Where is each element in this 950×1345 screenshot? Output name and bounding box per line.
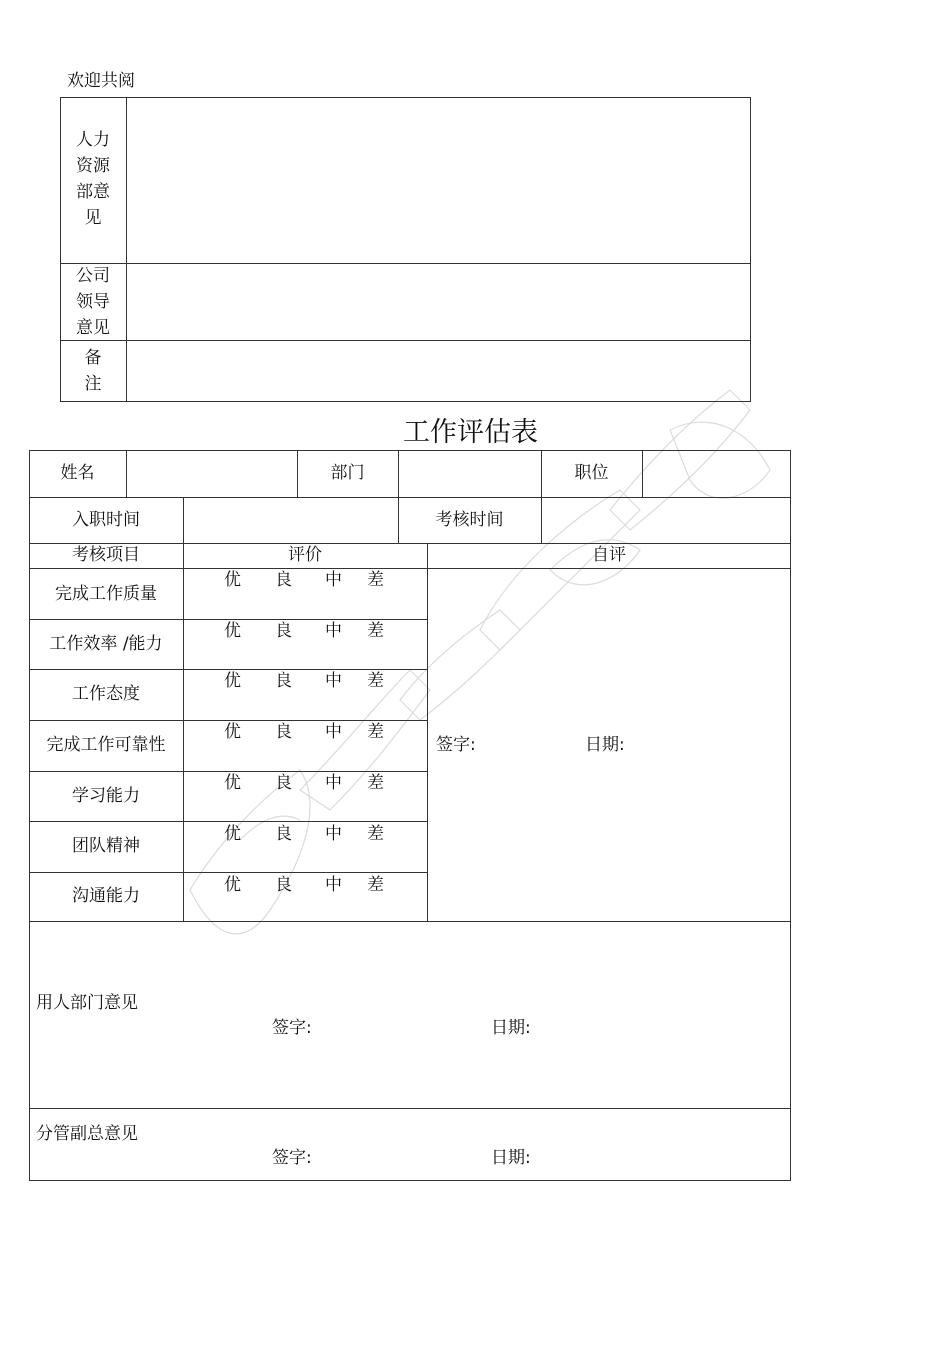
item-label: 工作效率 /能力: [49, 633, 163, 654]
hr-opinion-label: 人力 资源 部意 见: [76, 130, 110, 228]
rating-option[interactable]: 优: [224, 722, 241, 742]
rating-option[interactable]: 中: [325, 773, 342, 793]
vp-opinion-label: 分管副总意见: [36, 1124, 138, 1144]
rating-option[interactable]: 差: [367, 824, 384, 844]
join-time-field[interactable]: [184, 498, 398, 543]
rating-option[interactable]: 中: [325, 570, 342, 590]
rating-option[interactable]: 差: [367, 621, 384, 641]
rating-option[interactable]: 良: [275, 671, 292, 691]
top-note: 欢迎共阅: [67, 71, 135, 91]
rating-option[interactable]: 良: [275, 824, 292, 844]
rating-option[interactable]: 良: [275, 570, 292, 590]
rating-option[interactable]: 优: [224, 824, 241, 844]
item-label: 完成工作可靠性: [46, 735, 166, 755]
rating-option[interactable]: 中: [325, 671, 342, 691]
form-title: 工作评估表: [403, 417, 538, 448]
rating-option[interactable]: 中: [325, 722, 342, 742]
hr-opinion-field[interactable]: [127, 98, 750, 263]
item-label: 完成工作质量: [55, 583, 157, 604]
rating-option[interactable]: 中: [325, 621, 342, 641]
remark-label: 备 注: [84, 348, 102, 394]
self-date-label: 日期:: [585, 735, 625, 755]
dept-date-label: 日期:: [491, 1018, 531, 1038]
rating-option[interactable]: 优: [224, 875, 241, 895]
rating-option[interactable]: 良: [275, 621, 292, 641]
dept-label: 部门: [330, 463, 365, 483]
position-field[interactable]: [643, 451, 790, 497]
leader-opinion-field[interactable]: [127, 264, 750, 340]
rating-option[interactable]: 优: [224, 671, 241, 691]
col-header-self: 自评: [592, 545, 626, 565]
item-label: 工作态度: [72, 684, 140, 704]
col-header-item: 考核项目: [72, 545, 140, 565]
vp-opinion-field[interactable]: [30, 1109, 790, 1180]
review-time-label: 考核时间: [435, 509, 504, 530]
rating-option[interactable]: 差: [367, 722, 384, 742]
join-time-label: 入职时间: [72, 509, 140, 530]
dept-opinion-label: 用人部门意见: [36, 993, 138, 1013]
rating-option[interactable]: 中: [325, 824, 342, 844]
item-label: 沟通能力: [72, 886, 140, 906]
review-time-field[interactable]: [542, 498, 790, 543]
col-header-rating: 评价: [288, 545, 322, 565]
rating-option[interactable]: 差: [367, 570, 384, 590]
dept-field[interactable]: [399, 451, 541, 497]
dept-sign-label: 签字:: [272, 1018, 312, 1038]
rating-option[interactable]: 差: [367, 773, 384, 793]
rating-option[interactable]: 优: [224, 621, 241, 641]
remark-field[interactable]: [127, 341, 750, 401]
rating-option[interactable]: 良: [275, 773, 292, 793]
position-label: 职位: [574, 463, 609, 483]
rating-option[interactable]: 良: [275, 875, 292, 895]
leader-opinion-label: 公司 领导 意见: [76, 265, 110, 338]
name-label: 姓名: [60, 463, 95, 483]
name-field[interactable]: [127, 451, 297, 497]
rating-option[interactable]: 中: [325, 875, 342, 895]
rating-option[interactable]: 良: [275, 722, 292, 742]
rating-option[interactable]: 优: [224, 773, 241, 793]
item-label: 团队精神: [72, 836, 140, 856]
rating-option[interactable]: 差: [367, 875, 384, 895]
rating-option[interactable]: 差: [367, 671, 384, 691]
dept-opinion-field[interactable]: [30, 922, 790, 1108]
item-label: 学习能力: [72, 785, 140, 806]
rating-option[interactable]: 优: [224, 570, 241, 590]
self-sign-label: 签字:: [436, 735, 476, 755]
vp-sign-label: 签字:: [272, 1148, 312, 1168]
vp-date-label: 日期:: [491, 1148, 531, 1168]
